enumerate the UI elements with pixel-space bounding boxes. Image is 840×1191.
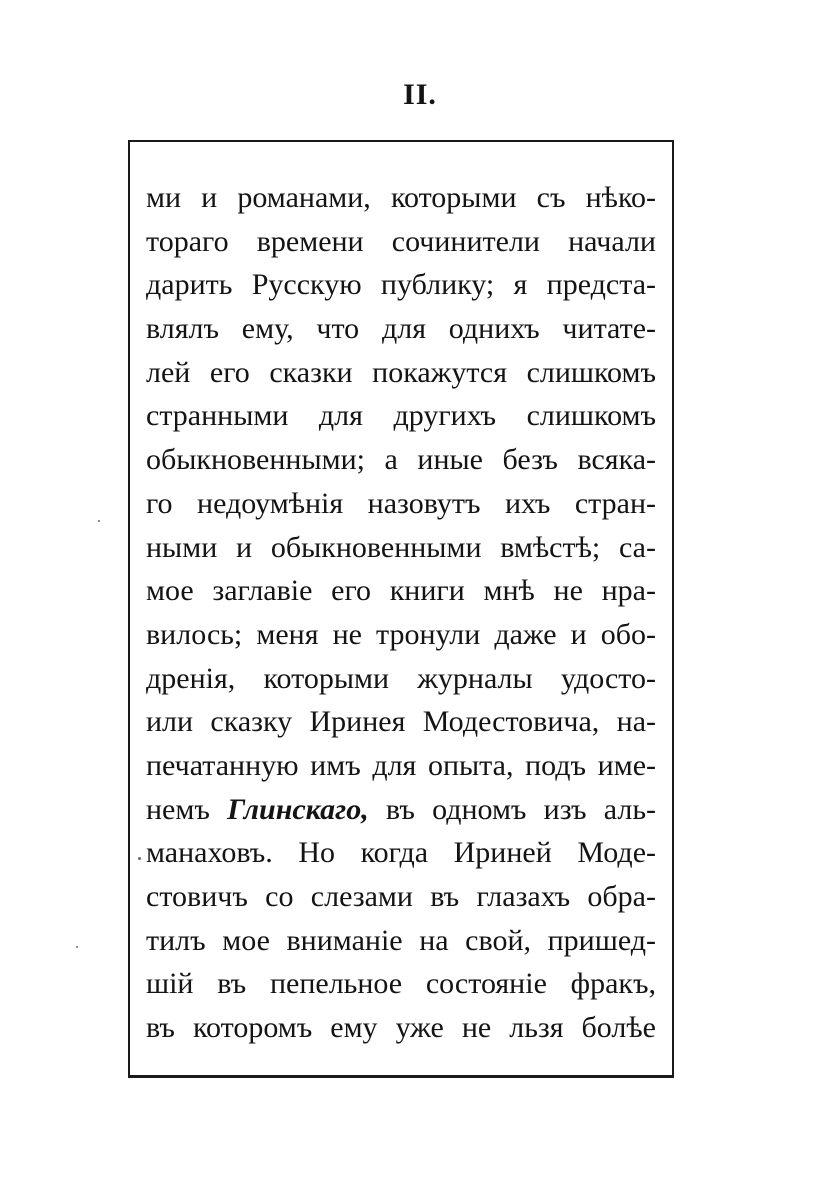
text-line: лей его сказки покажутся слишкомъ <box>146 355 656 389</box>
text-line: го недоумѣнія назовутъ ихъ стран- <box>146 486 656 520</box>
text-line: тилъ мое вниманіе на свой, пришед- <box>146 923 656 957</box>
text-line: ными и обыкновенными вмѣстѣ; са- <box>146 530 656 564</box>
text-line: въ которомъ ему уже не льзя болѣе <box>146 1011 656 1045</box>
text-line: вилось; меня не тронули даже и обо- <box>146 617 656 651</box>
paper-speck <box>76 946 78 948</box>
text-line: печатанную имъ для опыта, подъ име- <box>146 748 656 782</box>
text-line: мое заглавіе его книги мнѣ не нра- <box>146 574 656 608</box>
text-line: обыкновенными; а иные безъ всяка- <box>146 443 656 477</box>
text-line: дренія, которыми журналы удосто- <box>146 661 656 695</box>
line-start: немъ <box>146 792 210 826</box>
text-line: шій въ пепельное состояніе фракъ, <box>146 967 656 1001</box>
italic-name: Глинскаго, <box>227 792 369 826</box>
text-line: манаховъ. Но когда Ириней Моде- <box>146 836 656 870</box>
body-text <box>146 176 656 1050</box>
text-line: тораго времени сочинители начали <box>146 224 656 258</box>
text-line: влялъ ему, что для однихъ читате- <box>146 312 656 346</box>
text-line: стовичъ со слезами въ глазахъ обра- <box>146 880 656 913</box>
text-line-with-italic-name <box>146 788 656 832</box>
text-line: странными для другихъ слишкомъ <box>146 399 656 433</box>
page-number: II. <box>403 78 437 111</box>
paper-speck <box>138 857 141 860</box>
line-end: въ одномъ изъ аль- <box>385 792 657 826</box>
paper-speck <box>98 520 100 522</box>
text-line: ми и романами, которыми съ нѣко- <box>146 181 656 214</box>
text-line: или сказку Иринея Модестовича, на- <box>146 705 656 739</box>
text-line: дарить Русскую публику; я предста- <box>146 268 656 302</box>
